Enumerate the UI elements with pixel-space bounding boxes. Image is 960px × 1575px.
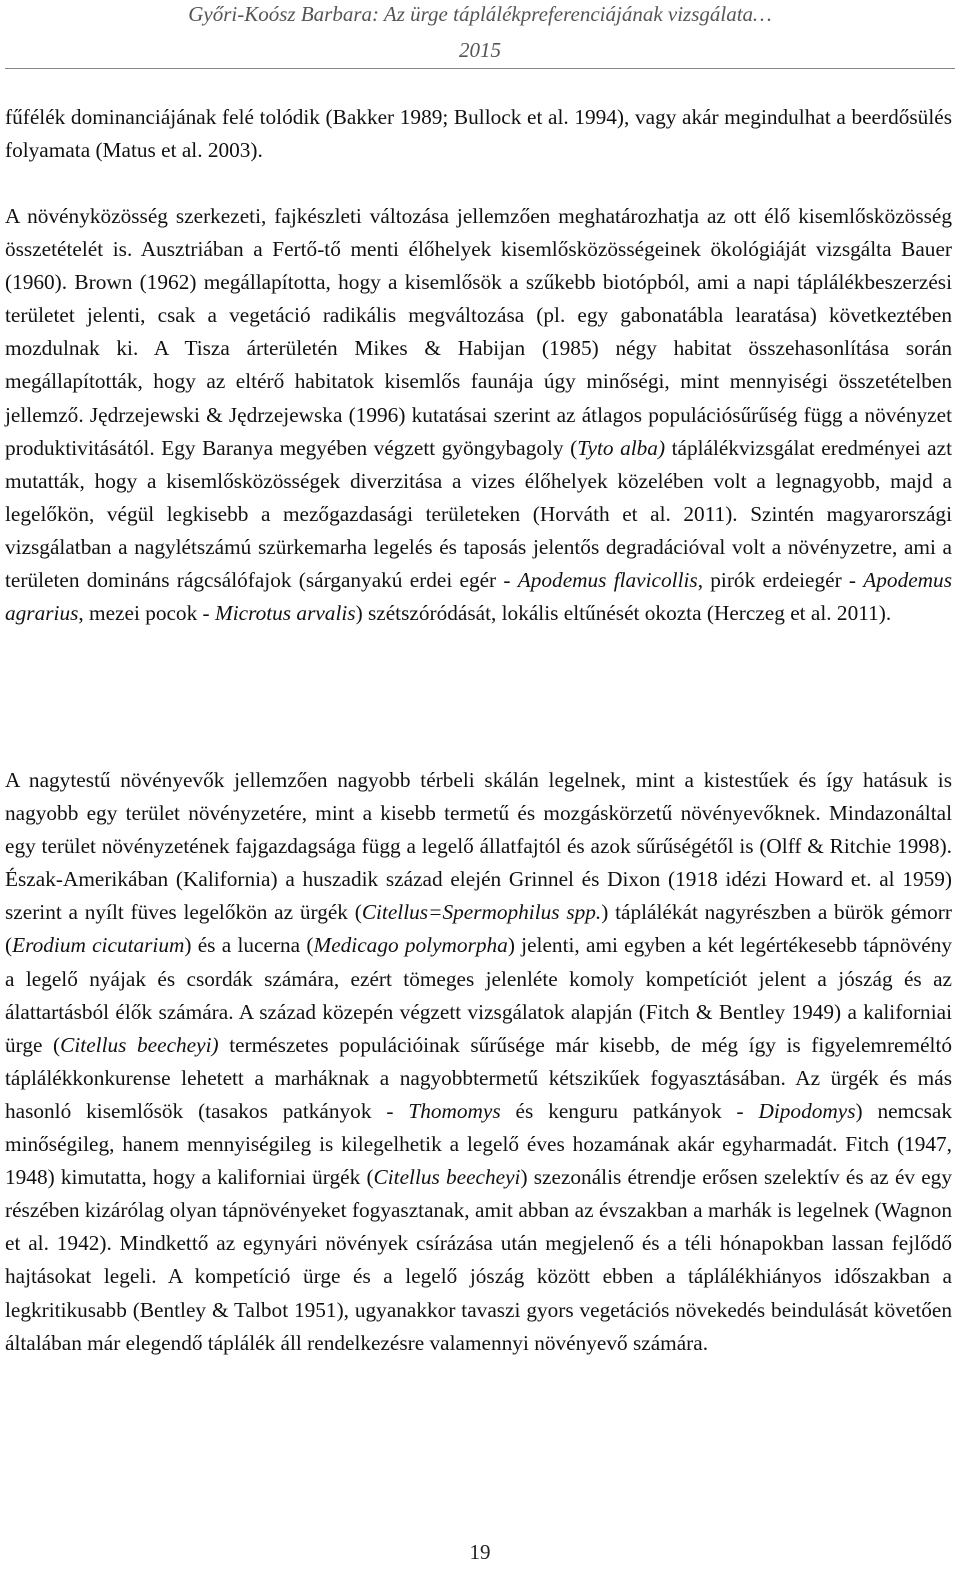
species-name: Citellus beecheyi bbox=[373, 1165, 521, 1190]
species-name: Thomomys bbox=[408, 1098, 501, 1123]
paragraph-3-text: természetes populációinak sűrűsége már kisebb, de még így is figyelemreméltó táplálékkonkurense lehetett a marháknak a nagyobbtermetű kétszikűek fogyasztásában. Az ürgék és más hasonló kisemlősök (tasakos patkányok - bbox=[5, 1032, 953, 1123]
running-header bbox=[0, 0, 960, 70]
page-number: 19 bbox=[469, 1540, 491, 1564]
species-name: Dipodomys bbox=[758, 1098, 856, 1123]
paragraph-3 bbox=[5, 764, 952, 1360]
paragraph-3-text: ) szezonális étrendje erősen szelektív és az év egy részében kizárólag olyan tápnövényeket fogyasztanak, amit abban az évszakban a marhák is legelnek (Wagnon et al. 1942). Mindkettő az egynyári növények csírázása után megjelenő és a téli hónapokban lassan fejlődő hajtásokat legeli. A kompetíció ürge és a legelő jószág között ebben a táplálékhiányos időszakban a legkritikusabb (Bentley & Talbot 1951), ugyanakkor tavaszi gyors vegetációs növekedés beindulását követően általában már elegendő táplálék áll rendelkezésre valamennyi növényevő számára. bbox=[5, 1165, 952, 1355]
paragraph-2-text: , mezei pocok - bbox=[78, 601, 215, 626]
paragraph-2-text: táplálékvizsgálat eredményei azt mutatták, hogy a kisemlősközösségek diverzitása a vizes élőhelyek közelében volt a legnagyobb, majd a legelőkön, végül legkisebb a mezőgazdasági területeken (Horváth et al. 2011). Szintén magyarországi vizsgálatban a nagylétszámú szürkemarha legelés és taposás jelentős degradációval volt a növényzetre, ami a területen domináns rágcsálófajok (sárganyakú erdei egér - bbox=[5, 435, 953, 593]
species-name: Medicago polymorpha bbox=[313, 933, 508, 958]
species-name: Microtus arvalis bbox=[214, 601, 356, 626]
header-divider bbox=[5, 68, 955, 69]
species-name: Erodium cicutarium bbox=[12, 933, 185, 958]
paragraph-2 bbox=[5, 200, 952, 630]
paragraph-3-text: és kenguru patkányok - bbox=[500, 1098, 759, 1123]
paragraph-3-text: ) és a lucerna ( bbox=[184, 933, 314, 958]
species-name: Citellus beecheyi) bbox=[60, 1032, 219, 1057]
paragraph-3-text: ) nemcsak minőségileg, hanem mennyiségileg is kilegelhetik a legelő éves hozamának akár egyharmadát. Fitch (1947, 1948) kimutatta, hogy a kaliforniai ürgék ( bbox=[5, 1098, 952, 1190]
species-name: Tyto alba) bbox=[577, 435, 666, 460]
paragraph-1: fűfélék dominanciájának felé tolódik (Bakker 1989; Bullock et al. 1994), vagy akár megindulhat a beerdősülés folyamata (Matus et al. 2003). bbox=[5, 105, 952, 163]
species-name: Apodemus flavicollis bbox=[517, 568, 698, 593]
paragraph-3-text: ) táplálékát nagyrészben a bürök gémorr ( bbox=[5, 900, 952, 958]
paragraph-2-text: , pirók erdeiegér - bbox=[697, 568, 864, 593]
species-name: Citellus=Spermophilus spp. bbox=[361, 900, 602, 925]
header-year: 2015 bbox=[459, 38, 501, 62]
paragraph-2-text: A növényközösség szerkezeti, fajkészleti változása jellemzően meghatározhatja az ott élő kisemlősközösség összetételét is. Ausztriában a Fertő-tő menti élőhelyek kisemlősközösségeinek ökológiáját vizsgálta Bauer (1960). Brown (1962) megállapította, hogy a kisemlősök a szűkebb biotópból, ami a napi táplálékbeszerzési területet jelenti, csak a vegetáció radikális megváltozása (pl. egy gabonatábla learatása) következtében mozdulnak ki. A Tisza árterületén Mikes & Habijan (1985) négy habitat összehasonlítása során megállapították, hogy az eltérő habitatok kisemlős faunája úgy minőségi, mint mennyiségi összetételben jellemző. Jędrzejewski & Jędrzejewska (1996) kutatásai szerint az átlagos populációsűrűség függ a növényzet produktivitásától. Egy Baranya megyében végzett gyöngybagoly ( bbox=[5, 204, 952, 460]
species-name: Apodemus agrarius bbox=[5, 568, 952, 626]
paragraph-2-text: ) szétszóródását, lokális eltűnését okozta (Herczeg et al. 2011). bbox=[355, 601, 892, 626]
paragraph-3-text: ) jelenti, ami egyben a két legértékesebb tápnövény a legelő nyájak és csordák számára, ezért tömeges jelenléte komoly kompetíciót jelent a jószág és az álattartásból élők számára. A század közepén végzett vizsgálatok alapján (Fitch & Bentley 1949) a kaliforniai ürge ( bbox=[5, 933, 952, 1057]
header-title: Győri-Koósz Barbara: Az ürge táplálékpreferenciájának vizsgálata… bbox=[188, 2, 772, 26]
paragraph-3-text: A nagytestű növényevők jellemzően nagyobb térbeli skálán legelnek, mint a kistestűek és így hatásuk is nagyobb egy terület növényzetére, mint a kisebb termetű és mozgáskörzetű növényevőknek. Mindazonáltal egy terület növényzetének fajgazdagsága függ a legelő állatfajtól és azok sűrűségétől is (Olff & Ritchie 1998). Észak-Amerikában (Kalifornia) a huszadik század elején Grinnel és Dixon (1918 idézi Howard et. al 1959) szerint a nyílt füves legelőkön az ürgék ( bbox=[5, 768, 952, 925]
